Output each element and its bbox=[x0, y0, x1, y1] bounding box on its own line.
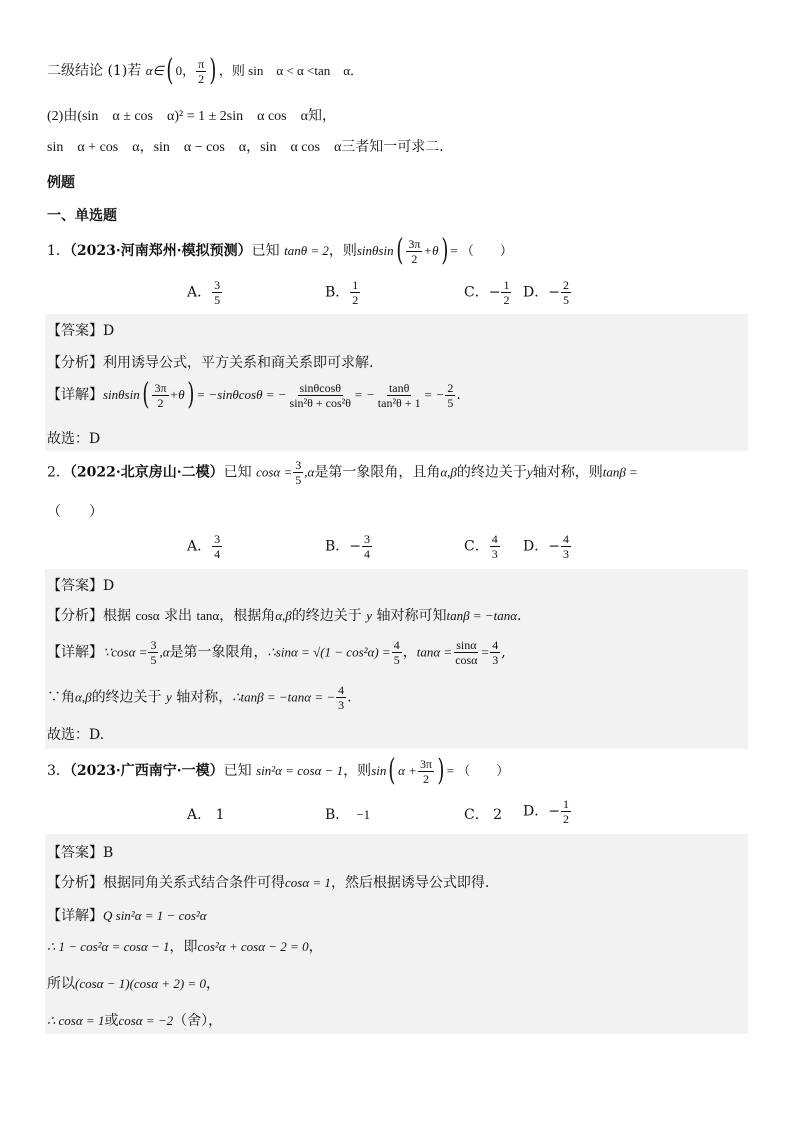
q1-analysis: 【分析】利用诱导公式，平方关系和商关系即可求解. bbox=[47, 355, 374, 371]
q1-detail: 【详解】sinθsin( $\frac{3\pi}{2}$ +θ) = −sinθcosθ = − $\frac{\sin\theta\cos\theta}{\text{sin²θ + cos²θ}}$ = − $\frac{\tan\theta}{\text{tan²θ + 1}}$ = − $\frac{2}{5}$ . bbox=[47, 377, 461, 412]
q1-option-d[interactable]: D．− $\frac{2}{5}$ bbox=[523, 278, 569, 307]
q2-option-a[interactable]: A． $\frac{3}{4}$ bbox=[187, 532, 221, 561]
q3-detail-line-3: 所以(cosα − 1)(cosα + 2) = 0， bbox=[47, 976, 220, 992]
q1-answer: 【答案】D bbox=[47, 323, 115, 339]
intro-line-3: sin α + cos α，sin α − cos α，sin α cos α三者知一可求二． bbox=[47, 140, 454, 155]
intro-line-1: 二级结论 (1)若 α∈( 0， $\frac{\pi}{2}$ ) ，则 sin α < α <tan α． bbox=[47, 53, 364, 88]
q1-conclusion: 故选：D bbox=[47, 431, 101, 447]
q3-detail-line-1: 【详解】Q sin²α = 1 − cos²α bbox=[47, 908, 207, 924]
q3-option-a[interactable]: A． 1 bbox=[187, 807, 225, 823]
pi-over-2: $\frac{\pi}{2}$ bbox=[198, 56, 205, 86]
intro-line-2: (2)由(sin α ± cos α)² = 1 ± 2sin α cos α知， bbox=[47, 109, 336, 124]
q3-answer: 【答案】B bbox=[47, 845, 114, 861]
heading-single-choice: 一、单选题 bbox=[47, 208, 117, 224]
q2-option-c[interactable]: C． $\frac{4}{3}$ bbox=[464, 532, 498, 561]
q3-detail-line-4: ∴ cosα = 1或cosα = −2（舍）， bbox=[47, 1013, 223, 1029]
q2-blank: （ ） bbox=[47, 504, 103, 520]
q3-option-b[interactable]: B． −1 bbox=[325, 807, 371, 823]
q3-detail-line-2: ∴ 1 − cos²α = cosα − 1，即cos²α + cosα − 2 = 0， bbox=[47, 939, 323, 955]
q2-detail-line-1: 【详解】∵cosα = $\frac{3}{5}$ ,α是第一象限角，∴sinα = √(1 − cos²α) = $\frac{4}{5}$ ，tanα = $\frac{\sin\alpha}{\cos\alpha}$ = $\frac{4}{3}$ , bbox=[47, 638, 506, 667]
q1-option-a[interactable]: A． $\frac{3}{5}$ bbox=[187, 278, 221, 307]
q3-solution-block bbox=[45, 834, 748, 1034]
q3-stem: 3．（2023·广西南宁·一模）已知 sin²α = cosα − 1，则sin( α + $\frac{3\pi}{2}$ ) = （ ） bbox=[47, 753, 510, 788]
q2-answer: 【答案】D bbox=[47, 578, 115, 594]
q1-option-c[interactable]: C．− $\frac{1}{2}$ bbox=[464, 278, 510, 307]
heading-example: 例题 bbox=[47, 175, 75, 191]
q2-option-b[interactable]: B．− $\frac{3}{4}$ bbox=[325, 532, 371, 561]
q2-conclusion: 故选：D. bbox=[47, 727, 105, 743]
q2-analysis: 【分析】根据 cosα 求出 tanα，根据角α,β的终边关于 y 轴对称可知tanβ = −tanα. bbox=[47, 608, 522, 624]
q2-detail-line-2: ∵角α,β的终边关于 y 轴对称，∴tanβ = −tanα = − $\frac{4}{3}$ . bbox=[47, 683, 352, 712]
q3-option-c[interactable]: C． 2 bbox=[464, 807, 503, 823]
q2-stem: 2．（2022·北京房山·二模）已知 cosα = $\frac{3}{5}$ ,α是第一象限角，且角α,β的终边关于y轴对称，则tanβ = bbox=[47, 458, 638, 487]
q2-option-d[interactable]: D．− $\frac{4}{3}$ bbox=[523, 532, 569, 561]
q3-analysis: 【分析】根据同角关系式结合条件可得cosα = 1，然后根据诱导公式即得. bbox=[47, 875, 490, 891]
q1-option-b[interactable]: B． $\frac{1}{2}$ bbox=[325, 278, 359, 307]
q1-stem: 1．（2023·河南郑州·模拟预测）已知 tanθ = 2，则sinθsin( $\frac{3\pi}{2}$ +θ) = （ ） bbox=[47, 233, 513, 268]
q3-option-d[interactable]: D．− $\frac{1}{2}$ bbox=[523, 797, 569, 826]
